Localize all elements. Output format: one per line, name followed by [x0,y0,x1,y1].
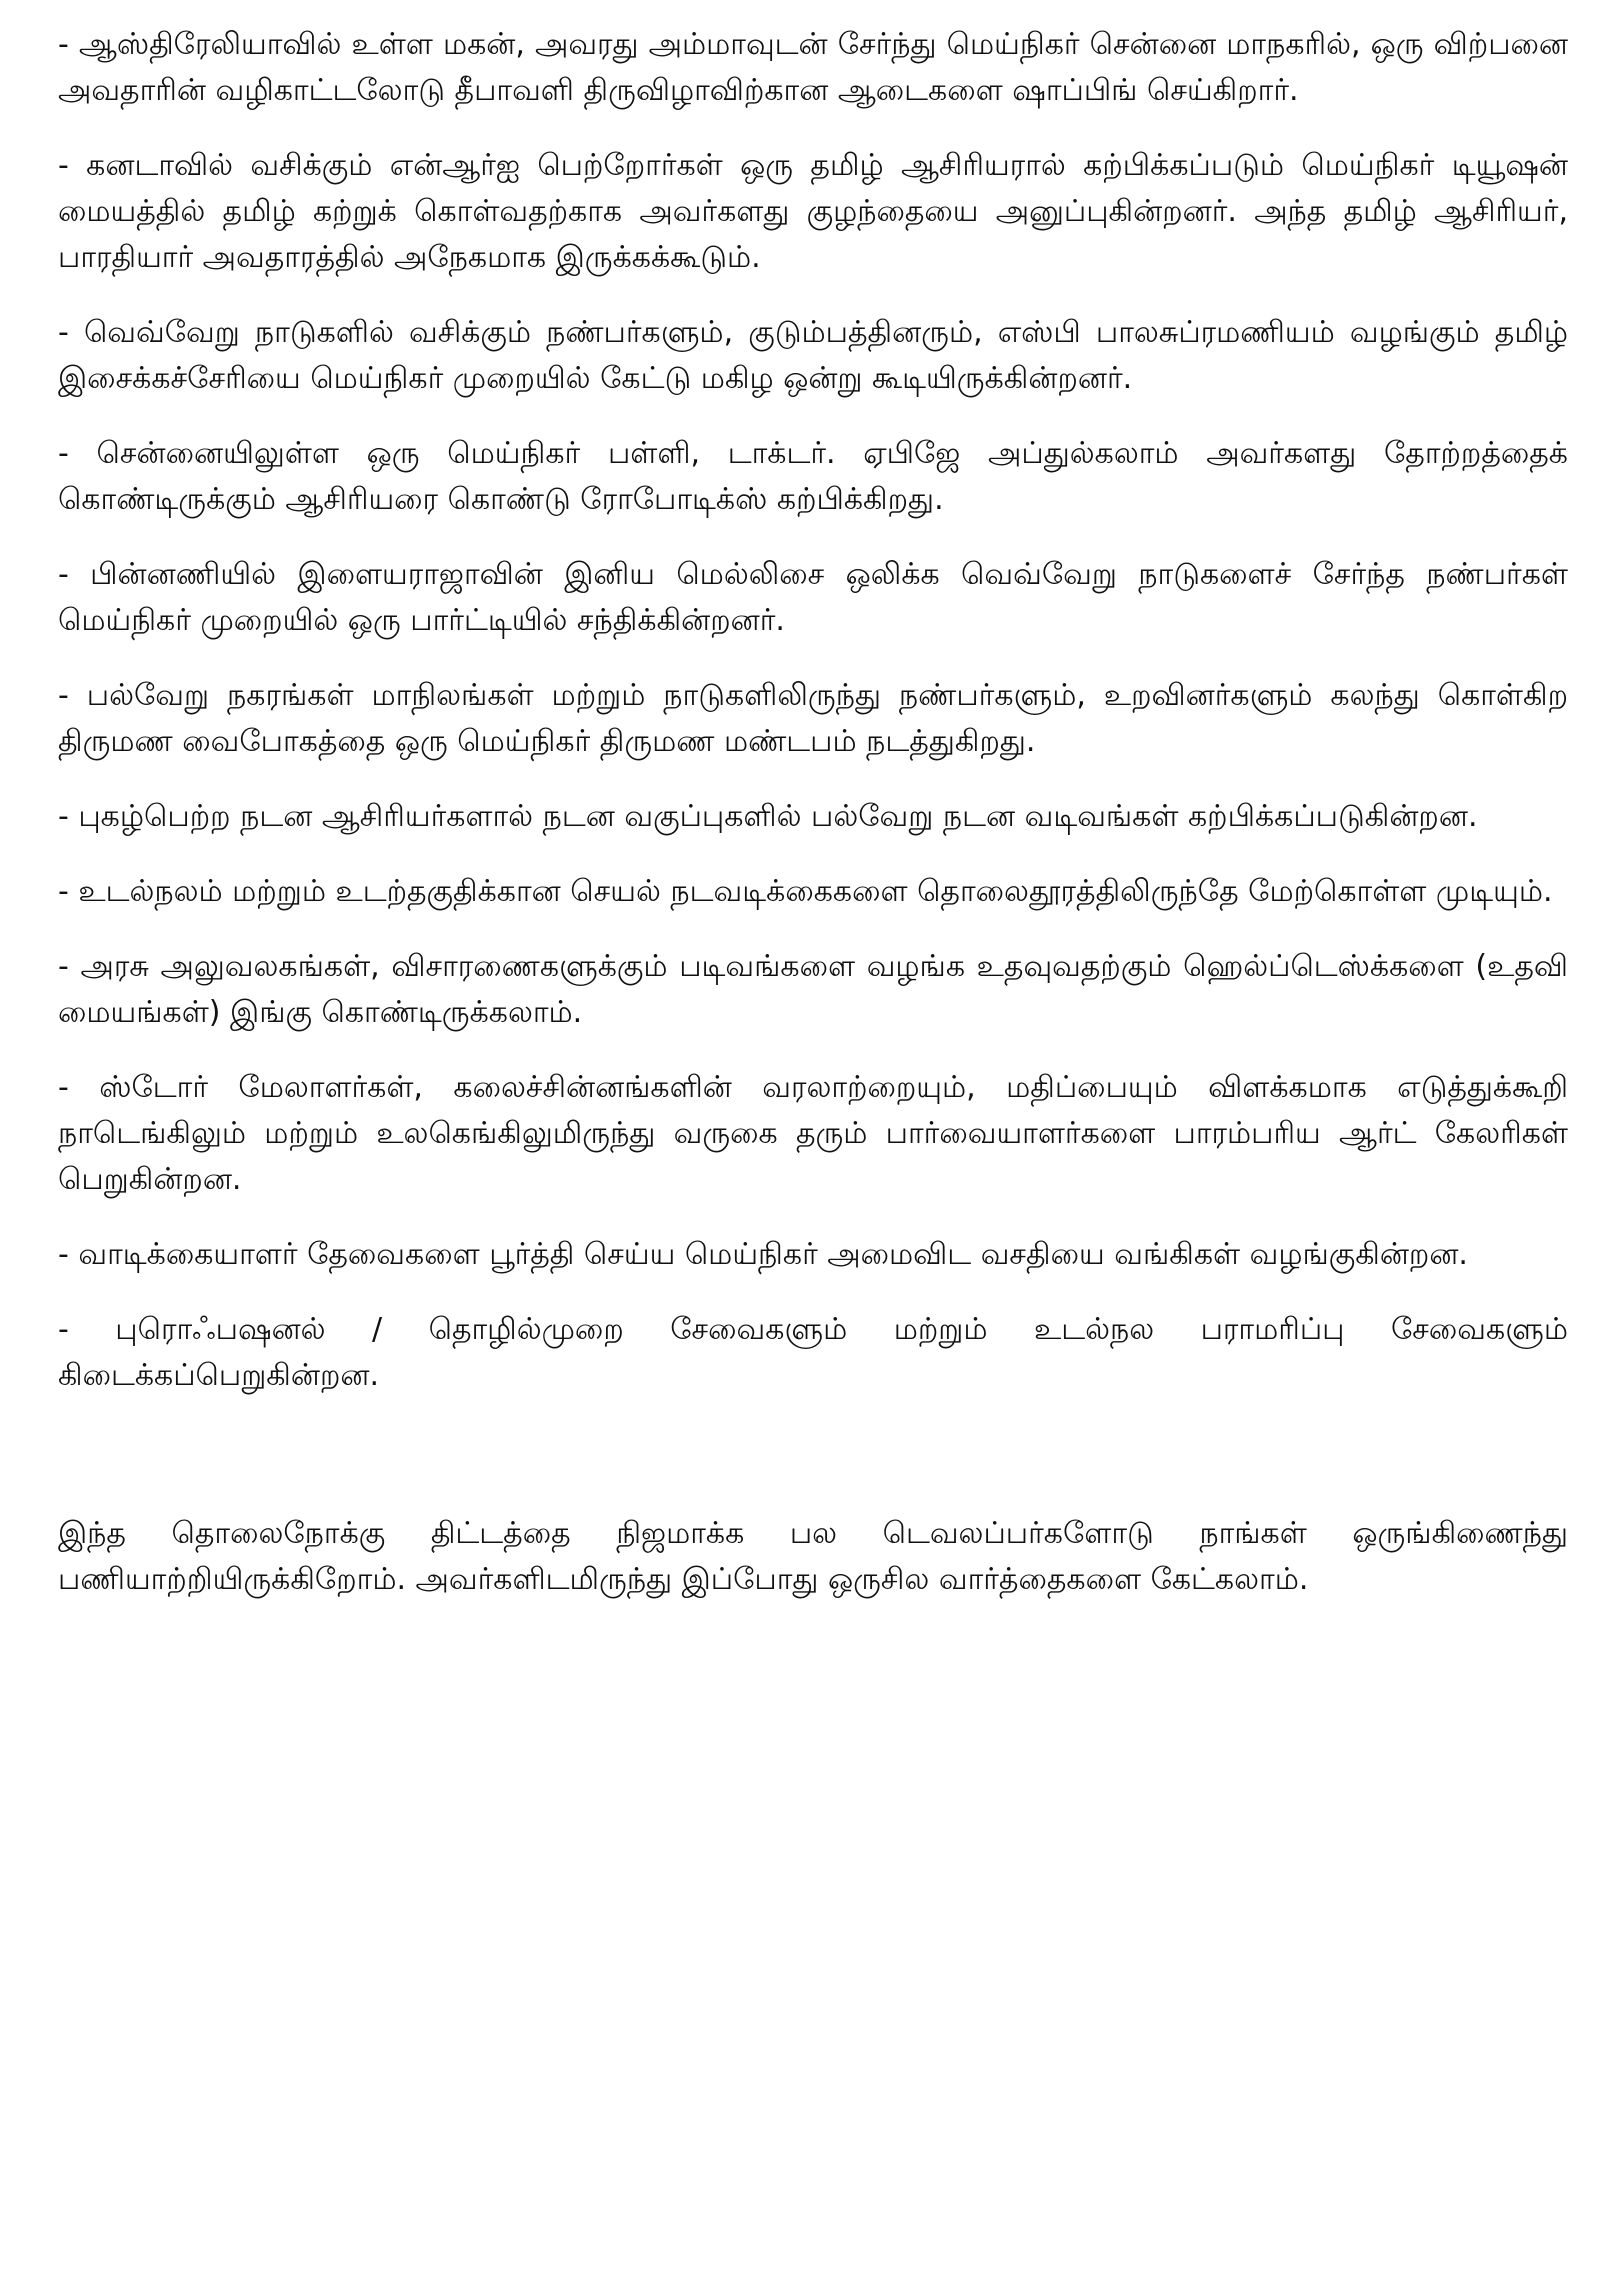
bullet-paragraph-7: - புகழ்பெற்ற நடன ஆசிரியர்களால் நடன வகுப்புகளில் பல்வேறு நடன வடிவங்கள் கற்பிக்கப்படுகின்றன. [58,799,1478,834]
bullet-paragraph-12: - புரொஃபஷனல் / தொழில்முறை சேவைகளும் மற்றும் உடல்நல பராமரிப்பு சேவைகளும் கிடைக்கப்பெறுகின்றன. [58,1312,1568,1393]
bullet-paragraph-1: - ஆஸ்திரேலியாவில் உள்ள மகன், அவரது அம்மாவுடன் சேர்ந்து மெய்நிகர் சென்னை மாநகரில், ஒரு விற்பனை அவதாரின் வழிகாட்டலோடு தீபாவளி திருவிழாவிற்கான ஆடைகளை ஷாப்பிங் செய்கிறார். [58,27,1568,108]
bullet-paragraph-2: - கனடாவில் வசிக்கும் என்ஆர்ஐ பெற்றோர்கள் ஒரு தமிழ் ஆசிரியரால் கற்பிக்கப்படும் மெய்நிகர் டியூஷன் மையத்தில் தமிழ் கற்றுக் கொள்வதற்காக அவர்களது குழந்தையை அனுப்புகின்றனர். அந்த தமிழ் ஆசிரியர், பாரதியார் அவதாரத்தில் அநேகமாக இருக்கக்கூடும். [58,148,1568,275]
bullet-paragraph-10: - ஸ்டோர் மேலாளர்கள், கலைச்சின்னங்களின் வரலாற்றையும், மதிப்பையும் விளக்கமாக எடுத்துக்கூறி நாடெங்கிலும் மற்றும் உலகெங்கிலுமிருந்து வருகை தரும் பார்வையாளர்களை பாரம்பரிய ஆர்ட் கேலரிகள் பெறுகின்றன. [58,1070,1568,1197]
bullet-paragraph-4: - சென்னையிலுள்ள ஒரு மெய்நிகர் பள்ளி, டாக்டர். ஏபிஜே அப்துல்கலாம் அவர்களது தோற்றத்தைக் கொண்டிருக்கும் ஆசிரியரை கொண்டு ரோபோடிக்ஸ் கற்பிக்கிறது. [58,436,1568,517]
bullet-paragraph-9: - அரசு அலுவலகங்கள், விசாரணைகளுக்கும் படிவங்களை வழங்க உதவுவதற்கும் ஹெல்ப்டெஸ்க்களை (உதவி மையங்கள்) இங்கு கொண்டிருக்கலாம். [58,949,1568,1030]
bullet-paragraph-6: - பல்வேறு நகரங்கள் மாநிலங்கள் மற்றும் நாடுகளிலிருந்து நண்பர்களும், உறவினர்களும் கலந்து கொள்கிற திருமண வைபோகத்தை ஒரு மெய்நிகர் திருமண மண்டபம் நடத்துகிறது. [58,678,1568,759]
bullet-paragraph-3: - வெவ்வேறு நாடுகளில் வசிக்கும் நண்பர்களும், குடும்பத்தினரும், எஸ்பி பாலசுப்ரமணியம் வழங்கும் தமிழ் இசைக்கச்சேரியை மெய்நிகர் முறையில் கேட்டு மகிழ ஒன்று கூடியிருக்கின்றனர். [58,315,1568,396]
bullet-paragraph-11: - வாடிக்கையாளர் தேவைகளை பூர்த்தி செய்ய மெய்நிகர் அமைவிட வசதியை வங்கிகள் வழங்குகின்றன. [58,1237,1468,1272]
bullet-paragraph-5: - பின்னணியில் இளையராஜாவின் இனிய மெல்லிசை ஒலிக்க வெவ்வேறு நாடுகளைச் சேர்ந்த நண்பர்கள் மெய்நிகர் முறையில் ஒரு பார்ட்டியில் சந்திக்கின்றனர். [58,557,1568,638]
bullet-paragraph-8: - உடல்நலம் மற்றும் உடற்தகுதிக்கான செயல் நடவடிக்கைகளை தொலைதூரத்திலிருந்தே மேற்கொள்ள முடியும். [58,874,1553,909]
closing-paragraph: இந்த தொலைநோக்கு திட்டத்தை நிஜமாக்க பல டெவலப்பர்களோடு நாங்கள் ஒருங்கிணைந்து பணியாற்றியிருக்கிறோம். அவர்களிடமிருந்து இப்போது ஒருசில வார்த்தைகளை கேட்கலாம். [58,1516,1568,1597]
document-page [58,22,1568,1632]
